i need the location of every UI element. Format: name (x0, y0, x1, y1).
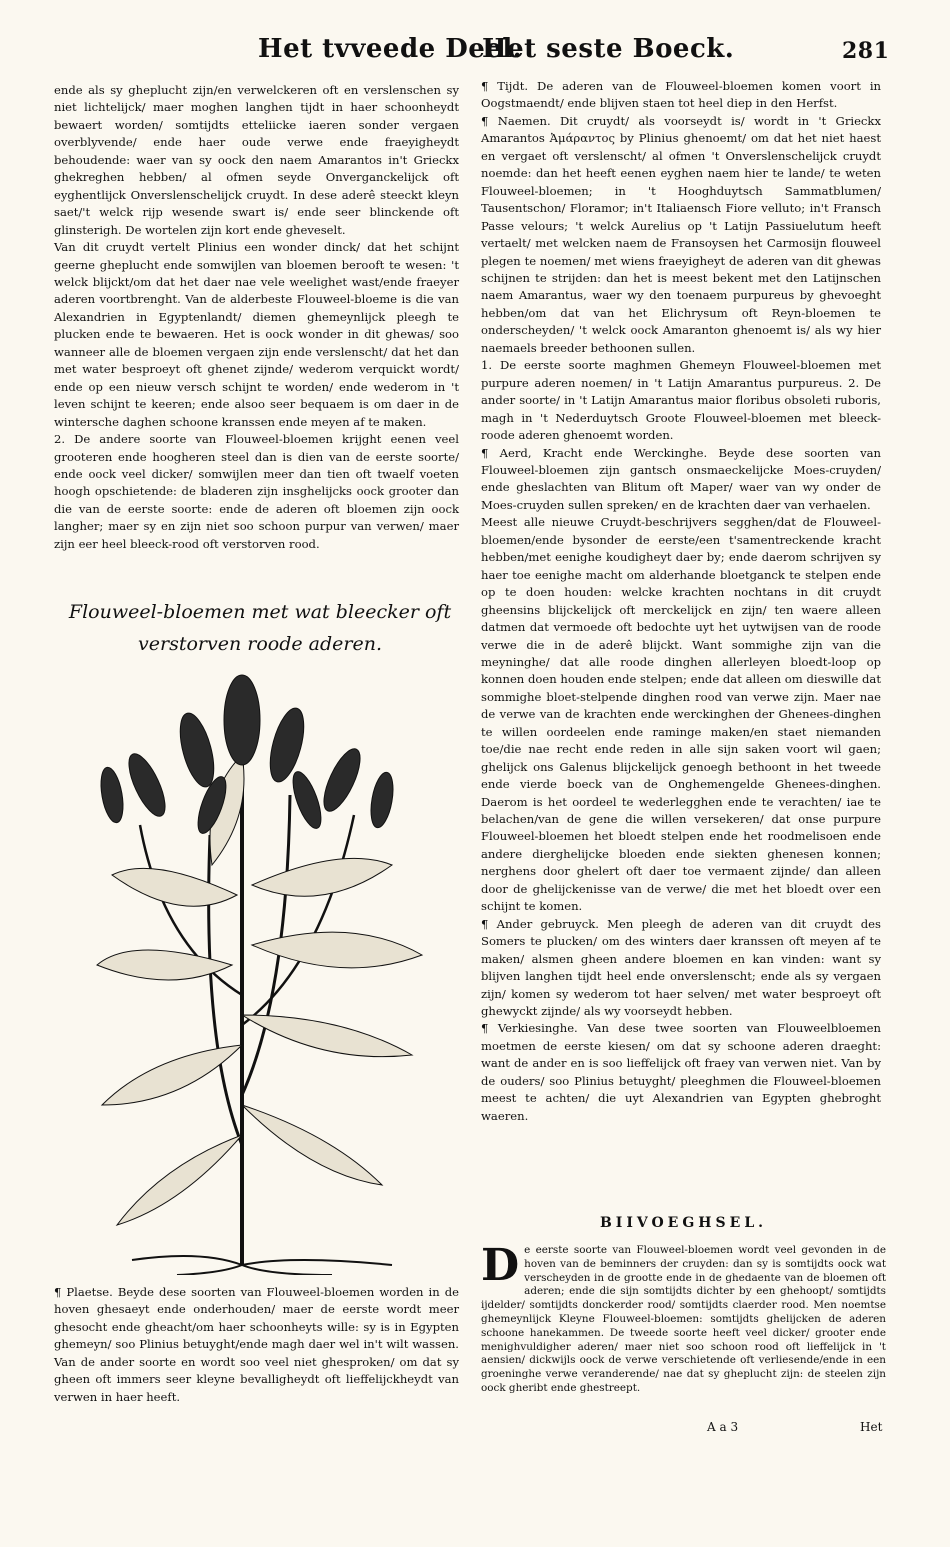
left-column (54, 82, 459, 553)
paragraph: ¶ Tijdt. De aderen van de Flouweel-bloemen komen voort in Oogstmaendt/ ende blijven staen tot heel diep in den Herfst. (481, 79, 881, 111)
drop-cap: D (481, 1240, 520, 1291)
right-column (481, 78, 881, 1125)
paragraph: ¶ Verkiesinghe. Van dese twee soorten van Flouweelbloemen moetmen de eerste kiesen/ om dat sy schoone aderen draeght: want de ander en is soo lieffelijck oft fraey van verwen niet. Van by de ouders/ soo Plinius betuyght/ pleeghmen die Flouweel-bloemen meest te achten/ die uyt Alexandrien van Egypten ghebroght waeren. (481, 1021, 881, 1123)
addendum-heading: BIIVOEGHSEL. (599, 1215, 768, 1231)
figure-caption-line-1: Flouweel-bloemen met wat bleecker oft (68, 601, 452, 623)
addendum-text (481, 1240, 886, 1396)
running-title-left: Het tvveede Deel. (258, 34, 523, 64)
paragraph: ¶ Ander gebruyck. Men pleegh de aderen van dit cruydt des Somers te plucken/ om des winters daer kranssen oft meyen af te maken/ alsmen gheen andere bloemen en kan vinden: want sy blijven langhen tijdt heel ende onverslenscht; ende als sy vergaen zijn/ komen sy wederom tot haer selven/ met water besproeyt oft ghewyckt zijnde/ als wy voorseydt hebben. (481, 916, 881, 1019)
paragraph: 2. De andere soorte van Flouweel-bloemen krijght eenen veel grooteren ende hoogheren steel dan is dien van de eerste soorte/ ende oock veel dicker/ somwijlen meer dan tien oft twaelf voeten hoogh opschietende: de bladeren zijn insghelijcks oock grooter dan die van de eerste soorte: ende de aderen oft bloemen zijn oock langher; maer sy en zijn niet soo schoon purpur van verwen/ maer zijn eer heel bleeck-rood oft verstorven rood. (54, 432, 459, 551)
plaetse-paragraph: ¶ Plaetse. Beyde dese soorten van Flouweel-bloemen worden in de hoven ghesaeyt ende onderhouden/ maer de eerste wordt meer ghesocht ende gheacht/om haer schoonheyts wille: sy is in Egypten ghemeyn/ soo Plinius betuyght/ende magh daer wel in't wilt wassen. Van de ander soorte en wordt soo veel niet ghesproken/ om dat sy gheen oft immers seer kleyne bevalligheydt oft lieffelijckheydt van verwen in haer heeft. (54, 1285, 459, 1404)
running-title-right: Het seste Boeck. (482, 34, 735, 64)
page-number: 281 (842, 38, 890, 64)
paragraph: Van dit cruydt vertelt Plinius een wonder dinck/ dat het schijnt geerne gheplucht ende somwijlen van bloemen berooft te wesen: 't welck blijckt/om dat het daer nae vele weelighet wast/ende fraeyer aderen voortbrenght. Van de alderbeste Flouweel-bloeme is die van Alexandrien in Egyptenlandt/ diemen ghemeynlijck pleegh te plucken ende te bewaeren. Het is oock wonder in dit ghewas/ soo wanneer alle de bloemen vergaen zijn ende verslenscht/ dat het dan met water besproeyt oft ghenet zijnde/ wederom verquickt wordt/ ende op een nieuw versch schijnt te worden/ ende wederom in 't leven schijnt te keeren; ende alsoo seer bequaem is om daer in de wintersche daghen schoone kranssen ende meyen af te maken. (54, 240, 459, 429)
paragraph: ende als sy gheplucht zijn/en verwelckeren oft en verslenschen sy niet lichtelijck/ maer moghen langhen tijdt in haer schoonheydt bewaert worden/ somtijdts etteliicke iaeren sonder vergaen overblyvende/ ende haer oude verwe ende fraeyigheydt behoudende: waer van sy oock den naem Amarantos in't Grieckx ghekreghen hebben/ al ofmen seyde Onverganckelijck oft eyghentlijck Onverslenschelijck cruydt. In dese aderê steeckt kleyn saet/'t welck rijp wesende swart is/ ende seer blinckende oft glinsterigh. De wortelen zijn kort ende gheveselt. (54, 83, 459, 237)
catchword: Het (860, 1420, 883, 1434)
paragraph: Meest alle nieuwe Cruydt-beschrijvers segghen/dat de Flouweel-bloemen/ende bysonder de eerste/een t'samentreckende kracht hebben/met eenighe koudigheyt daer by; ende daerom schrijven sy haer toe eenighe macht om alderhande bloetganck te stelpen ende op te doen houden: welcke krachten nochtans in dit cruydt gheensins blijckelijck oft merckelijck en zijn/ ten waere alleen datmen dat vermoede oft bedochte uyt het uytwijsen van de roode verwe die in de aderê blijckt. Want sommighe zijn van die meyninghe/ dat alle roode dinghen allerleyen bloedt-loop op konnen doen houden ende stelpen; ende dat alleen om dieswille dat sommighe bloet-stelpende dinghen rood van verwe zijn. Maer nae de verwe van de krachten ende werckinghen der Ghenees-dinghen te willen oordeelen ende raminge maken/en staet niemanden toe/die nae recht ende reden in alle sijn saken voort wil gaen; ghelijck ons Galenus blijckelijck genoegh bethoont in het tweede ende vierde boeck van de Onghemengelde Ghenees-dinghen. Daerom is het oordeel te wederlegghen ende te verachten/ iae te belachen/van de gene die willen versekeren/ dat onse purpure Flouweel-bloemen het bloedt stelpen ende het roodmelisoen ende andere dierghelijcke bloeden ende siekten ghenesen konnen; nerghens door ghelert oft daer toe vermaent zijnde/ dan alleen door de ghelijckenisse van de verwe/ die met het bloedt over een schijnt te komen. (481, 515, 881, 914)
amaranth-woodcut-illustration (92, 665, 432, 1275)
addendum-body: e eerste soorte van Flouweel-bloemen wordt veel gevonden in de hoven van de beminners der cruyden: dan sy is somtijdts oock wat verscheyden in de grootte ende in de ghedaente van de bloemen oft aderen; ende die sijn somtijdts dichter by een ghehoopt/ somtijdts ijdelder/ somtijdts donckerder rood/ somtijdts claerder rood. Men noemtse ghemeynlijck Kleyne Flouweel-bloemen: somtijdts ghelijcken de aderen schoone hanekammen. De tweede soorte heeft veel dicker/ grooter ende menighvuldigher aderen/ maer niet soo schoon rood oft lieffelijck in 't aensien/ dickwijls oock de verwe verschietende oft verliesende/ende in een groeninghe verwe veranderende/ nae dat sy gheplucht zijn: de steelen zijn oock gheribt ende ghestreept. (481, 1244, 886, 1394)
paragraph: ¶ Naemen. Dit cruydt/ als voorseydt is/ wordt in 't Grieckx Amarantos Ἀμάραντος by Plinius ghenoemt/ om dat het niet haest en vergaet oft verslenscht/ al ofmen 't Onverslenschelijck cruydt noemde: dan het heeft eenen eyghen naem hier te lande/ te weten Flouweel-bloemen; in 't Hooghduytsch Sammatblumen/ Tausentschon/ Floramor; in't Italiaensch Fiore velluto; in't Fransch Passe velours; 't welck Aurelius op 't Latijn Passiuelutum heeft vertaelt/ met welcken naem de Fransoysen het Carmosijn flouweel plegen te noemen/ met wiens fraeyigheyt de aderen van dit ghewas schijnen te strijden: dan het is meest bekent met den Latijnschen naem Amarantus, waer wy den toenaem purpureus by ghevoeght hebben/om dat van het Elichrysum oft Reyn-bloemen te onderscheyden/ 't welck oock Amaranton ghenoemt is/ als wy hier naemaels breeder bethoonen sullen. (481, 113, 881, 355)
figure-caption-line-2: verstorven roode aderen. (138, 633, 382, 655)
signature-mark: A a 3 (707, 1420, 739, 1434)
paragraph: 1. De eerste soorte maghmen Ghemeyn Flouweel-bloemen met purpure aderen noemen/ in 't Latijn Amarantus purpureus. 2. De ander soorte/ in 't Latijn Amarantus maior floribus obsoleti ruboris, magh in 't Nederduytsch Groote Flouweel-bloemen met bleeck-roode aderen ghenoemt worden. (481, 358, 881, 443)
paragraph: ¶ Aerd, Kracht ende Werckinghe. Beyde dese soorten van Flouweel-bloemen zijn gantsch onsmaeckelijcke Moes-cruyden/ ende gheslachten van Blitum oft Maper/ waer van wy onder de Moes-cruyden sullen spreken/ en de krachten daer van verhaelen. (481, 445, 881, 512)
